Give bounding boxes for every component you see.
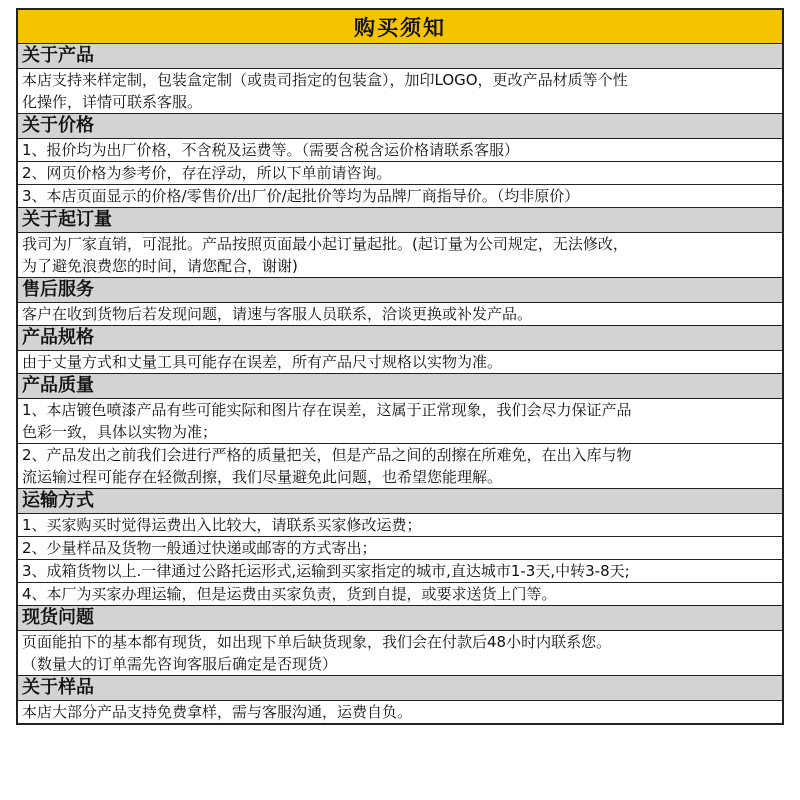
section-row: 由于丈量方式和丈量工具可能存在误差，所有产品尺寸规格以实物为准。 bbox=[18, 351, 782, 374]
page-title: 购买须知 bbox=[18, 10, 782, 44]
section-row: 2、产品发出之前我们会进行严格的质量把关，但是产品之间的刮擦在所难免，在出入库与物 流运输过程可能存在轻微刮擦，我们尽量避免此问题，也希望您能理解。 bbox=[18, 444, 782, 489]
section-row: 本店大部分产品支持免费拿样，需与客服沟通，运费自负。 bbox=[22, 703, 413, 721]
section-row: 我司为厂家直销，可混批。产品按照页面最小起订量起批。(起订量为公司规定，无法修改， 为了避免浪费您的时间，请您配合，谢谢) bbox=[18, 233, 782, 278]
section-row: 客户在收到货物后若发现问题，请速与客服人员联系，洽谈更换或补发产品。 bbox=[18, 303, 782, 326]
section-heading: 关于样品 bbox=[18, 676, 782, 701]
section-row: 4、本厂为买家办理运输，但是运费由买家负责，货到自提，或要求送货上门等。 bbox=[18, 583, 782, 606]
section-heading: 运输方式 bbox=[18, 489, 782, 514]
section-row: 1、报价均为出厂价格，不含税及运费等。（需要含税含运价格请联系客服） bbox=[18, 139, 782, 162]
section-row: 本店支持来样定制，包装盒定制（或贵司指定的包装盒），加印LOGO，更改产品材质等个性 化操作，详情可联系客服。 bbox=[18, 69, 782, 114]
section-heading: 现货问题 bbox=[18, 606, 782, 631]
section-heading: 关于起订量 bbox=[18, 208, 782, 233]
purchase-notice-table bbox=[16, 8, 784, 725]
section-row: 2、网页价格为参考价，存在浮动，所以下单前请咨询。 bbox=[18, 162, 782, 185]
section-row: 1、买家购买时觉得运费出入比较大，请联系买家修改运费； bbox=[18, 514, 782, 537]
section-heading: 产品规格 bbox=[18, 326, 782, 351]
section-heading: 售后服务 bbox=[18, 278, 782, 303]
sections-container bbox=[18, 44, 782, 723]
section-heading: 产品质量 bbox=[18, 374, 782, 399]
section-row: 1、本店镀色喷漆产品有些可能实际和图片存在误差，这属于正常现象，我们会尽力保证产品 色彩一致，具体以实物为准； bbox=[18, 399, 782, 444]
section-row: 3、本店页面显示的价格/零售价/出厂价/起批价等均为品牌厂商指导价。（均非原价） bbox=[18, 185, 782, 208]
section-row: 3、成箱货物以上.一律通过公路托运形式,运输到买家指定的城市,直达城市1-3天,中转3-8天; bbox=[18, 560, 782, 583]
section-heading: 关于产品 bbox=[18, 44, 782, 69]
section-row: 2、少量样品及货物一般通过快递或邮寄的方式寄出； bbox=[18, 537, 782, 560]
section-row: 页面能拍下的基本都有现货，如出现下单后缺货现象，我们会在付款后48小时内联系您。 （数量大的订单需先咨询客服后确定是否现货） bbox=[18, 631, 782, 676]
section-heading: 关于价格 bbox=[18, 114, 782, 139]
